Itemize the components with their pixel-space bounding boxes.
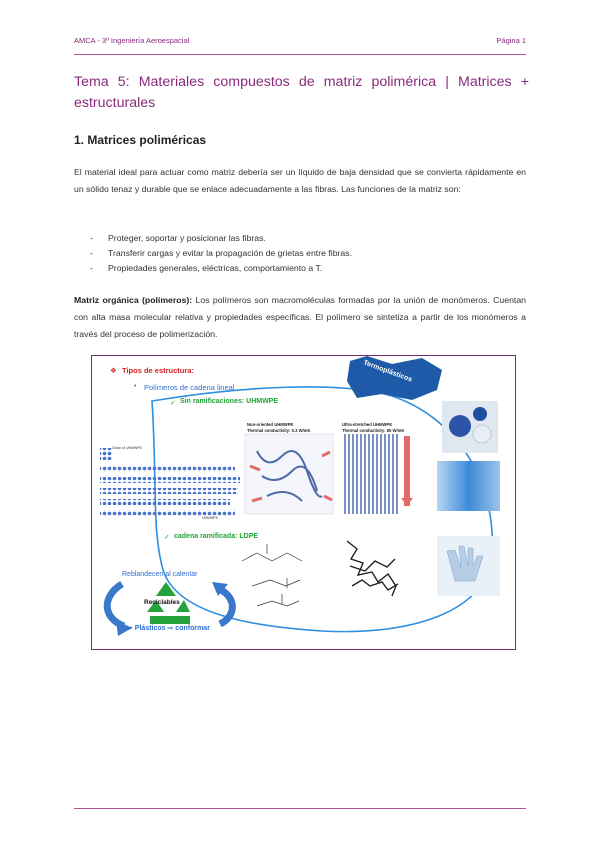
non-oriented-diagram (245, 434, 333, 514)
ultra-stretched-label: Ultra-stretched UHMWPE (342, 422, 393, 427)
organic-matrix-label: Matriz orgánica (polímeros): (74, 295, 193, 305)
fiber-rolls-photo (437, 461, 500, 511)
branched-ldpe-diagram (242, 544, 302, 606)
list-item: - Proteger, soportar y posicionar las fibras. (90, 231, 352, 246)
softening-label: Reblandecen al calentar (122, 571, 198, 578)
header-page-number: Página 1 (496, 36, 526, 45)
page-header (74, 36, 526, 50)
ldpe-dense-diagram (344, 536, 402, 601)
structure-types-figure (91, 355, 516, 650)
organic-matrix-text: Los polímeros son macromoléculas formadas por la unión de monómeros. Cuentan con alta masa molecular relativa y propiedades específicas. El polímero se sintetiza a partir de los monómeros a través del proceso de polimerización. (74, 295, 526, 339)
linear-chain-label: Polímeros de cadena lineal (144, 383, 235, 392)
page-title: Tema 5: Materiales compuestos de matriz polimérica | Matrices + estructurales (74, 74, 529, 111)
list-item: - Propiedades generales, eléctricas, comportamiento a T. (90, 261, 352, 276)
organic-matrix-paragraph (74, 292, 526, 343)
check-icon: ✓ (164, 534, 170, 541)
functions-list (90, 231, 352, 276)
footer-rule (74, 808, 526, 809)
uhmwpe-label: Sin ramificaciones: UHMWPE (180, 398, 279, 405)
non-oriented-label: Non-oriented UHMWPE (247, 422, 294, 427)
tipos-heading: Tipos de estructura: (122, 366, 194, 375)
header-course: AMCA - 3º Ingeniería Aeroespacial (74, 36, 190, 45)
linear-chain-drawing (100, 448, 240, 516)
ldpe-label: cadena ramificada: LDPE (174, 533, 259, 540)
recyclable-label: Reciclables (144, 599, 180, 606)
intro-paragraph: El material ideal para actuar como matriz debería ser un líquido de baja densidad que se convierta rápidamente en un sólido tenaz y durable que se enlace adecuadamente a las fibras. Las funciones de la matriz son: (74, 167, 526, 194)
chain-label: Chain of UHMWPE (112, 446, 142, 450)
recycle-arrow-left (107, 584, 124, 626)
header-rule (74, 54, 526, 55)
ultra-stretched-conductivity: Thermal conductivity: 85 W/mK (342, 428, 405, 433)
termoplasticos-label: Termoplásticos (362, 359, 413, 384)
non-oriented-conductivity: Thermal conductivity: 0.3 W/mK (247, 428, 311, 433)
diamond-bullet-icon: ❖ (110, 366, 117, 375)
chain-label-b: UHMWPE (202, 516, 218, 520)
plastics-label: ⇨ Plásticos ⇨ conformar (127, 625, 210, 632)
section-heading: 1. Matrices poliméricas (74, 133, 207, 147)
list-item: - Transferir cargas y evitar la propagación de grietas entre fibras. (90, 246, 352, 261)
dot-bullet-icon: • (134, 383, 137, 390)
ultra-stretched-diagram (342, 434, 413, 514)
check-icon: ✓ (170, 400, 176, 407)
